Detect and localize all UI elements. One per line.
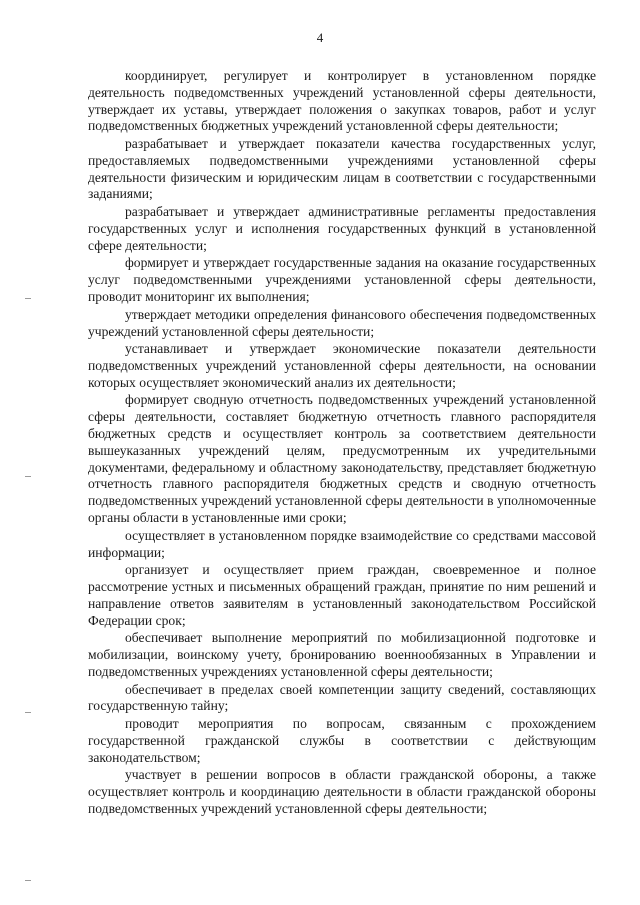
page-number: 4 [316,30,324,45]
paragraph: участвует в решении вопросов в области гражданской обороны, а также осуществляет контроль и координацию деятельности в области гражданской обороны подведомственных учреждений установленной сферы деятельности; [88,767,596,816]
paragraph: проводит мероприятия по вопросам, связанным с прохождением государственной гражданской службы в соответствии с действующим законодательством; [88,716,596,765]
paragraph: осуществляет в установленном порядке взаимодействие со средствами массовой информации; [88,527,596,560]
paragraph: формирует и утверждает государственные задания на оказание государственных услуг подведомственными учреждениями установленной сферы деятельности, проводит мониторинг их выполнения; [88,255,596,305]
margin-mark [25,880,31,881]
margin-mark [25,476,31,477]
margin-mark [25,712,31,713]
paragraph: организует и осуществляет прием граждан, своевременное и полное рассмотрение устных и письменных обращений граждан, принятие по ним решений и направление ответов заявителям в установленный законодательством Российской Федерации срок; [88,562,596,628]
paragraph: обеспечивает в пределах своей компетенции защиту сведений, составляющих государственную тайну; [88,681,596,714]
paragraph: утверждает методики определения финансового обеспечения подведомственных учреждений установленной сферы деятельности; [88,306,596,339]
document-body [88,68,596,819]
margin-mark [25,298,31,299]
paragraph: формирует сводную отчетность подведомственных учреждений установленной сферы деятельности, составляет бюджетную отчетность главного распорядителя бюджетных средств и осуществляет контроль за соответствием деятельности вышеуказанных учреждений целям, предусмотренным их учредительными документами, федеральному и областному законодательству, представляет бюджетную отчетность главного распорядителя бюджетных средств и сводную отчетность подведомственных учреждений установленной сферы деятельности в уполномоченные органы области в установленные ими сроки; [88,392,596,526]
paragraph: обеспечивает выполнение мероприятий по мобилизационной подготовке и мобилизации, воинскому учету, бронированию военнообязанных в Управлении и подведомственных учреждениях установленной сферы деятельности; [88,630,596,679]
paragraph: разрабатывает и утверждает административные регламенты предоставления государственных услуг и исполнения государственных функций в установленной сфере деятельности; [88,204,596,253]
paragraph: устанавливает и утверждает экономические показатели деятельности подведомственных учреждений установленной сферы деятельности, на основании которых осуществляет экономический анализ их деятельности; [88,341,596,390]
paragraph: разрабатывает и утверждает показатели качества государственных услуг, предоставляемых подведомственными учреждениями установленной сферы деятельности физическим и юридическим лицам в соответствии с государственными заданиями; [88,136,596,202]
paragraph: координирует, регулирует и контролирует в установленном порядке деятельность подведомственных учреждений установленной сферы деятельности, утверждает их уставы, утверждает положения о закупках товаров, работ и услуг подведомственных бюджетных учреждений установленной сферы деятельности; [88,68,596,134]
